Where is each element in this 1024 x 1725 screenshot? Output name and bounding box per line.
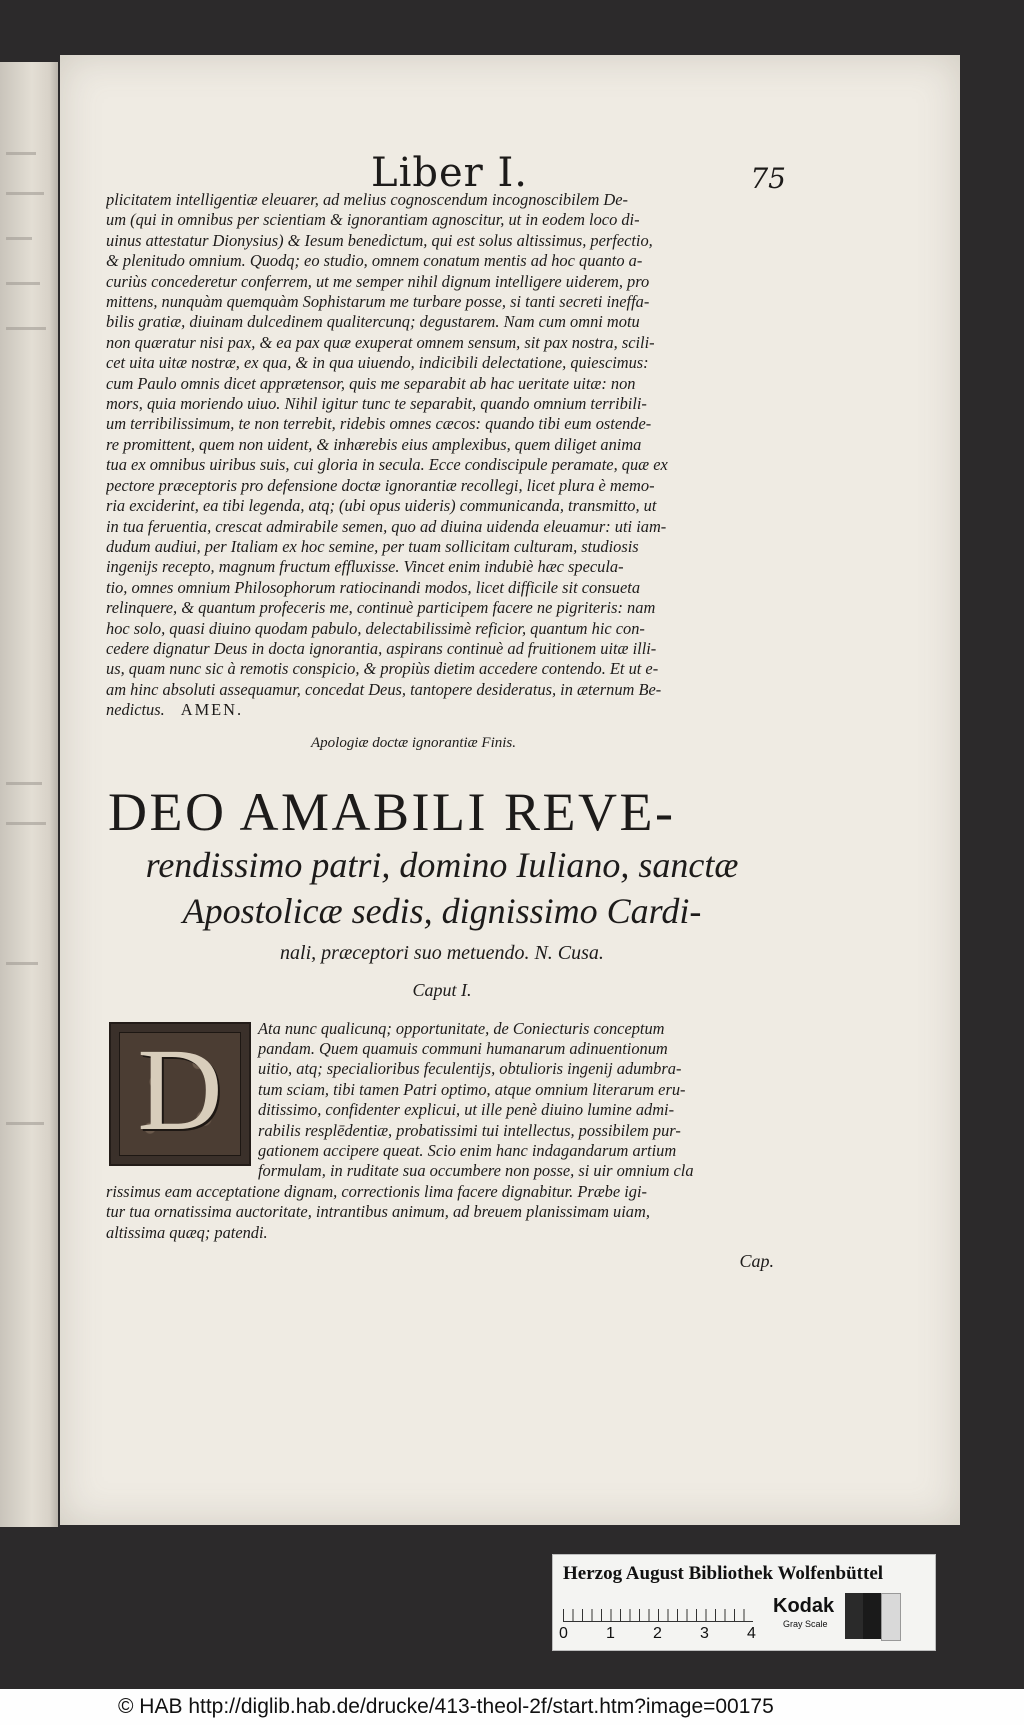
color-reference-card <box>552 1554 936 1651</box>
text-line: formulam, in ruditate sua occumbere non posse, si uir omnium cla <box>258 1161 694 1181</box>
chapter-text <box>106 1019 778 1243</box>
initial-letter: D <box>137 1023 223 1155</box>
amen-line-text: nedictus. <box>106 700 165 720</box>
text-line: in tua feruentia, crescat admirabile semen, quo ad diuina uidenda eleuamur: uti iam- <box>106 516 667 536</box>
text-line: us, quam nunc sic à remotis conspicio, & propiùs dietim accedere contendo. Et ut e- <box>106 659 659 679</box>
apologia-finis: Apologiæ doctæ ignorantiæ Finis. <box>311 734 517 751</box>
page-number: 75 <box>750 162 786 195</box>
amen-word: AMEN. <box>180 700 244 720</box>
text-line: non quæratur nisi pax, & ea pax quæ exuperat omnem sensum, sit pax nostra, scili- <box>106 332 655 352</box>
scale-number: 1 <box>606 1625 615 1642</box>
dedication-line-3: Apostolicæ sedis, dignissimo Cardi- <box>182 890 702 931</box>
gray-patch <box>845 1593 863 1639</box>
kodak-logo: Kodak <box>773 1595 835 1617</box>
text-line: cedere dignatur Deus in docta ignorantia, aspirans continuè ad fruitionem uitæ illi- <box>106 638 657 658</box>
scale-number: 3 <box>700 1625 709 1642</box>
scale-ruler <box>563 1599 753 1622</box>
text-line: pandam. Quem quamuis communi humanarum adinuentionum <box>258 1038 668 1058</box>
scale-number: 0 <box>559 1625 568 1642</box>
scale-number: 2 <box>653 1625 662 1642</box>
text-line: ria exciderint, ea tibi legenda, atq; (ubi opus uideris) communicanda, transmitto, ut <box>106 496 657 516</box>
running-head <box>106 98 786 196</box>
text-line: dudum audiui, per Italiam ex hoc semine, per tuam sollicitam culturam, studiosis <box>106 536 639 556</box>
gray-patch <box>863 1593 881 1639</box>
text-line: Ata nunc qualicunq; opportunitate, de Coniecturis conceptum <box>258 1018 665 1038</box>
text-line: rabilis resplēdentiæ, probatissimi tui intellectus, possibilem pur- <box>258 1120 681 1140</box>
text-line: mors, quia moriendo uiuo. Nihil igitur tunc te separabit, quando omnium terribili- <box>106 394 647 414</box>
text-line: um (qui in omnibus per scientiam & ignorantiam agnoscitur, ut in eodem loco di- <box>106 210 640 230</box>
text-line: tua ex omnibus uiribus suis, cui gloria in secula. Ecce condiscipule peramate, quæ ex <box>106 455 668 475</box>
text-line: ingenijs recepto, magnum fructum effluxisse. Vincet enim indubiè hæc specula- <box>106 557 624 577</box>
text-line: rissimus eam acceptatione dignam, correctionis lima facere dignabitur. Præbe igi- <box>106 1181 647 1201</box>
text-line: cet uita uitæ nostræ, ex qua, & in qua uiuendo, indicibili delectatione, quiescimus: <box>106 353 649 373</box>
text-line: tio, omnes omnium Philosophorum ratiocinandi modos, licet difficile sit consueta <box>106 577 641 597</box>
dedication-line-2: rendissimo patri, domino Iuliano, sanctæ <box>145 844 739 885</box>
dedication-line-1: DEO AMABILI REVE- <box>108 781 676 842</box>
dedication-title <box>106 782 778 968</box>
text-line: re promittent, quem non uident, & inhærebis eius amplexibus, quem diliget anima <box>106 434 642 454</box>
running-title: Liber I. <box>371 150 528 196</box>
source-caption: © HAB http://diglib.hab.de/drucke/413-theol-2f/start.htm?image=00175 <box>118 1695 774 1718</box>
text-line: um terribilissimum, te non terrebit, ridebis omnes cæcos: quando tibi eum ostende- <box>106 414 652 434</box>
page-content <box>106 98 786 1272</box>
text-line: mittens, nunquàm quemquàm Sophistarum me turbare posse, si tanti secreti ineffa- <box>106 292 650 312</box>
text-line: uitio, atq; specialioribus feculentijs, obtulioris ingenij adumbra- <box>258 1059 682 1079</box>
text-line: am hinc absoluti assequamur, concedat Deus, tantopere desideratus, in æternum Be- <box>106 679 662 699</box>
text-line: ditissimo, confidenter explicui, ut ille penè diuino lumine admi- <box>258 1100 675 1120</box>
scale-number: 4 <box>747 1625 756 1642</box>
text-line: uinus attestatur Dionysius) & Iesum benedictum, qui est solus altissimus, perfectio, <box>106 230 653 250</box>
text-line: & plenitudo omnium. Quodq; eo studio, omnem conatum mentis ad hoc quanto a- <box>106 251 643 271</box>
chapter-heading: Caput I. <box>412 979 472 1000</box>
text-line: curiùs concederetur conferrem, ut me semper nihil dignum intelligere uiderem, pro <box>106 271 650 291</box>
gray-scale-label: Gray Scale <box>783 1619 828 1629</box>
library-name: Herzog August Bibliothek Wolfenbüttel <box>563 1563 884 1584</box>
text-line: plicitatem intelligentiæ eleuarer, ad melius cognoscendum incognoscibilem De- <box>106 190 628 209</box>
text-line: pectore præceptoris pro defensione doctæ ignorantiæ recollegi, licet plura è memo- <box>106 475 655 495</box>
amen-line <box>106 700 778 720</box>
catchword: Cap. <box>739 1251 774 1272</box>
text-line: altissima quæq; patendi. <box>106 1222 268 1242</box>
text-line: tur tua ornatissima auctoritate, intrantibus animum, ad breuem planissimam uiam, <box>106 1202 650 1222</box>
previous-page-edge <box>0 62 58 1527</box>
text-line: gationem accipere queat. Scio enim hanc indagandarum artium <box>258 1141 677 1160</box>
text-line: bilis gratiæ, diuinam dulcedinem qualitercunq; degustarem. Nam cum omni motu <box>106 312 640 332</box>
gray-patch <box>881 1593 901 1641</box>
dedication-line-4: nali, præceptori suo metuendo. N. Cusa. <box>280 941 604 964</box>
decorated-initial <box>109 1022 251 1166</box>
footer-bar <box>0 1689 1024 1725</box>
text-line: relinquere, & quantum profeceris me, continuè participem facere ne pigriteris: nam <box>106 598 656 618</box>
text-line: cum Paulo omnis dicet apprætensor, quis me separabit ab hac ueritate uitæ: non <box>106 373 636 393</box>
main-text <box>106 190 778 721</box>
text-line: hoc solo, quasi diuino quodam pabulo, delectabilissimè reficior, quantum hic con- <box>106 618 645 638</box>
text-line: tum sciam, tibi tamen Patri optimo, atque omnium literarum eru- <box>258 1079 686 1099</box>
